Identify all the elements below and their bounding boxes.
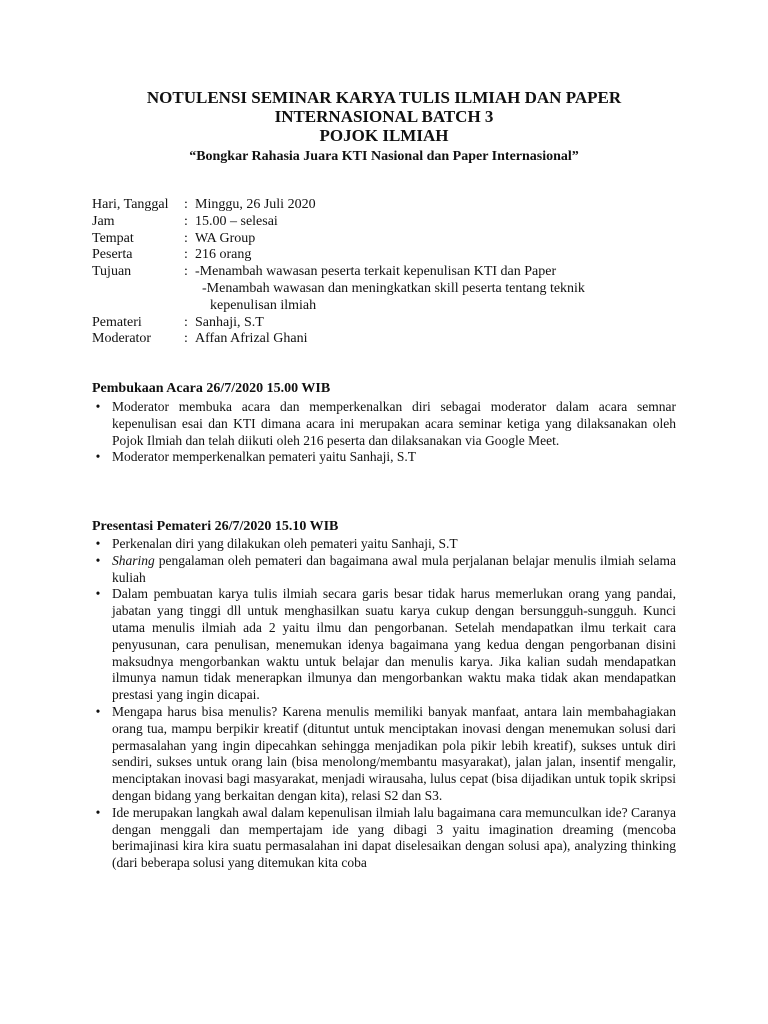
info-row-participants xyxy=(92,247,585,264)
document-title xyxy=(60,88,708,145)
info-colon: : xyxy=(184,247,188,263)
info-row-place xyxy=(92,231,585,248)
info-label: Pemateri xyxy=(92,314,142,330)
bullet-icon: • xyxy=(95,552,101,568)
event-info xyxy=(92,197,585,348)
info-label: Tujuan xyxy=(92,264,132,280)
info-value: Sanhaji, S.T xyxy=(195,314,264,330)
list-item xyxy=(92,449,676,466)
info-label: Peserta xyxy=(92,247,133,263)
list-item-text: Mengapa harus bisa menulis? Karena menulis memiliki banyak manfaat, antara lain membahagiakan orang tua, mampu berpikir kreatif (dituntut untuk menciptakan inovasi dengan menemukan solusi dari permasalahan yang ingin dipecahkan sehingga menjadikan pola pikir lebih kreatif), sukses untuk diri sendiri, sukses untuk orang lain (bisa menolong/membantu masyarakat), jalan jalan, insentif mengalir, menciptakan inovasi bagi masyarakat, menjadi wirausaha, lulus cepat (bisa dijadikan untuk topik skripsi dengan bidang yang berkaitan dengan kita), relasi S2 dan S3. xyxy=(112,703,676,803)
info-row-date xyxy=(92,197,585,214)
info-label: Jam xyxy=(92,213,115,229)
info-row-speaker xyxy=(92,315,585,332)
list-item xyxy=(92,553,676,587)
list-item-text: Moderator memperkenalkan pemateri yaitu Sanhaji, S.T xyxy=(112,449,417,465)
info-colon: : xyxy=(184,264,188,280)
opening-list xyxy=(92,399,676,466)
list-item-text: pengalaman oleh pemateri dan bagaimana awal mula perjalanan belajar menulis ilmiah selama kuliah xyxy=(112,552,676,585)
list-item-text: Moderator membuka acara dan memperkenalkan diri sebagai moderator dalam acara semnar kepenulisan esai dan KTI dimana acara ini merupakan acara seminar ketiga yang dilaksanakan oleh Pojok Ilmiah dan telah diikuti oleh 216 peserta dan dilaksanakan via Google Meet. xyxy=(112,399,676,448)
info-value: 216 orang xyxy=(195,247,252,263)
list-item xyxy=(92,536,676,553)
info-label: Moderator xyxy=(92,331,152,347)
bullet-icon: • xyxy=(95,804,101,820)
purpose-continuation-wrap: kepenulisan ilmiah xyxy=(210,297,317,313)
bullet-icon: • xyxy=(95,536,101,551)
info-value: WA Group xyxy=(195,230,256,246)
list-item-text: Dalam pembuatan karya tulis ilmiah secara garis besar tidak harus memerlukan orang yang pandai, jabatan yang tinggi dll untuk menghasilkan suatu karya cukup dengan bersungguh-sungguh. Kunci utama menulis ilmiah ada 2 yaitu ilmu dan pengorbanan. Setelah mendapatkan ilmu terkait cara penyusunan, cara penulisan, menemukan idenya bagaimana yang kedua dengan pengorbanan disini maksudnya mengorbankan waktu untuk belajar dan menulis karya. Jika kalian sudah mendapatkan ilmunya namun tidak menerapkan ilmunya dan mengorbankan waktu maka tidak akan mendapatkan prestasi yang ingin dicapai. xyxy=(112,586,676,703)
document-subtitle: “Bongkar Rahasia Juara KTI Nasional dan Paper Internasional” xyxy=(189,149,579,164)
list-item-text: Ide merupakan langkah awal dalam kepenulisan ilmiah lalu bagaimana cara memunculkan ide? Caranya dengan menggali dan mempertajam ide yang dibagi 3 yaitu imagination dreaming (mencoba berimajinasi kira kira suatu permasalahan ini dapat diselesaikan dengan solusi apa), analyzing thinking (dari beberapa solusi yang ditemukan kita coba xyxy=(112,804,676,871)
list-item xyxy=(92,399,676,449)
section-heading-opening: Pembukaan Acara 26/7/2020 15.00 WIB xyxy=(92,381,331,396)
info-row-time xyxy=(92,214,585,231)
info-value: Minggu, 26 Juli 2020 xyxy=(195,197,316,212)
info-colon: : xyxy=(184,314,188,330)
info-colon: : xyxy=(184,197,188,212)
title-line-2: INTERNASIONAL BATCH 3 xyxy=(274,107,494,126)
list-item-text: Perkenalan diri yang dilakukan oleh pemateri yaitu Sanhaji, S.T xyxy=(112,536,458,551)
info-row-moderator xyxy=(92,331,585,348)
list-item xyxy=(92,586,676,704)
list-item xyxy=(92,704,676,805)
info-label: Tempat xyxy=(92,230,134,246)
info-label: Hari, Tanggal xyxy=(92,197,169,212)
bullet-icon: • xyxy=(95,449,101,465)
info-row-purpose xyxy=(92,264,585,281)
bullet-icon: • xyxy=(95,586,101,602)
purpose-continuation: -Menambah wawasan dan meningkatkan skill peserta tentang teknik xyxy=(202,280,585,296)
info-colon: : xyxy=(184,213,188,229)
presentation-list xyxy=(92,536,676,872)
list-item xyxy=(92,805,676,872)
section-heading-presentation: Presentasi Pemateri 26/7/2020 15.10 WIB xyxy=(92,519,339,534)
bullet-icon: • xyxy=(95,703,101,719)
title-line-3: POJOK ILMIAH xyxy=(319,126,449,145)
info-colon: : xyxy=(184,230,188,246)
bullet-icon: • xyxy=(95,399,101,414)
title-line-1: NOTULENSI SEMINAR KARYA TULIS ILMIAH DAN PAPER xyxy=(146,88,622,107)
info-colon: : xyxy=(184,331,188,347)
list-item-emphasis: Sharing xyxy=(112,552,155,568)
info-value: -Menambah wawasan peserta terkait kepenulisan KTI dan Paper xyxy=(195,264,557,280)
info-value: 15.00 – selesai xyxy=(195,213,278,229)
info-value: Affan Afrizal Ghani xyxy=(195,331,308,347)
